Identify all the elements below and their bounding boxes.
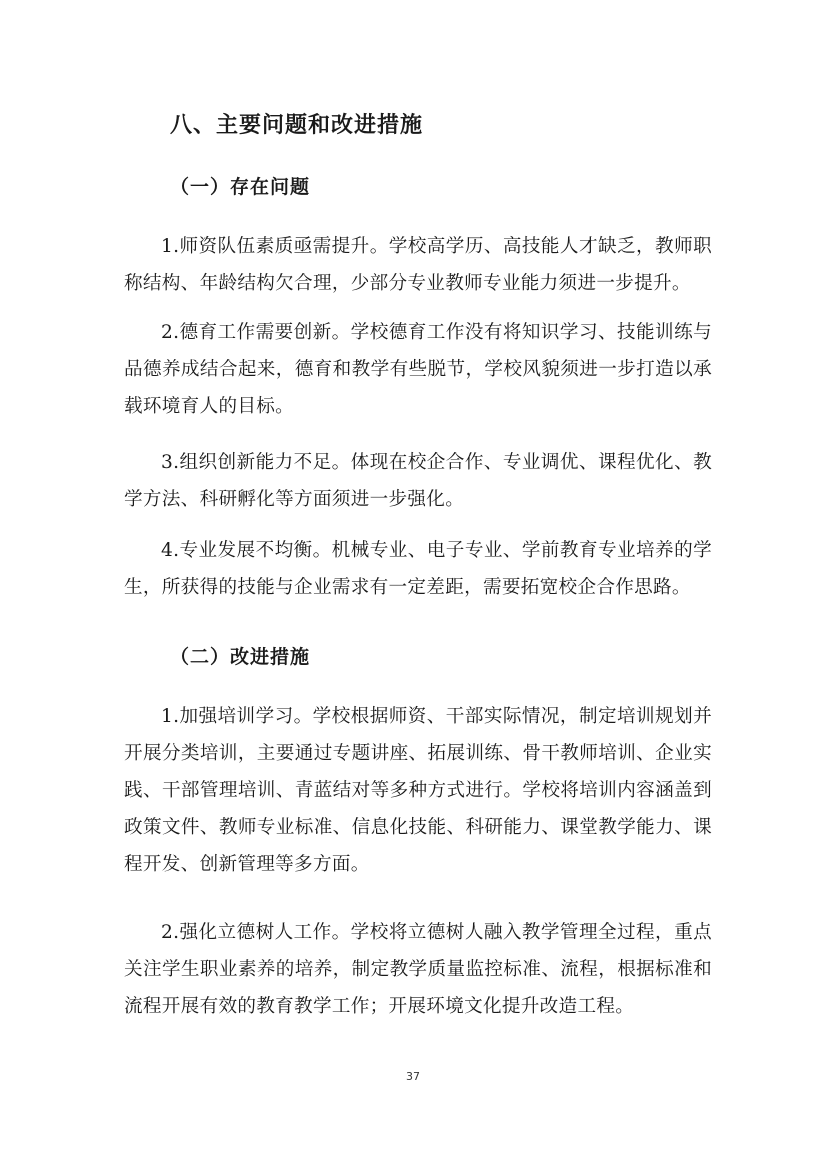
paragraph-line: 称结构、年龄结构欠合理，少部分专业教师专业能力须进一步提升。 — [124, 273, 691, 294]
improvement-paragraph-1 — [124, 698, 712, 883]
paragraph-line: 1.加强培训学习。学校根据师资、干部实际情况，制定培训规划并 — [161, 706, 712, 727]
paragraph-line: 品德养成结合起来，德育和教学有些脱节，学校风貌须进一步打造以承 — [124, 359, 712, 380]
improvement-paragraph-2 — [124, 914, 712, 1025]
paragraph-line: 践、干部管理培训、青蓝结对等多种方式进行。学校将培训内容涵盖到 — [124, 780, 712, 801]
paragraph-line: 载环境育人的目标。 — [124, 396, 295, 417]
paragraph-line: 生，所获得的技能与企业需求有一定差距，需要拓宽校企合作思路。 — [124, 577, 691, 598]
paragraph-line: 程开发、创新管理等多方面。 — [124, 854, 370, 875]
page-number: 37 — [406, 1070, 420, 1083]
subsection-title-improvements: （二）改进措施 — [170, 646, 311, 668]
problem-paragraph-1 — [124, 228, 712, 302]
problem-paragraph-2 — [124, 314, 712, 425]
paragraph-line: 政策文件、教师专业标准、信息化技能、科研能力、课堂教学能力、课 — [124, 817, 712, 838]
paragraph-line: 关注学生职业素养的培养，制定教学质量监控标准、流程，根据标准和 — [124, 959, 712, 980]
paragraph-line: 流程开展有效的教育教学工作；开展环境文化提升改造工程。 — [124, 996, 635, 1017]
problem-paragraph-4 — [124, 532, 712, 606]
paragraph-line: 3.组织创新能力不足。体现在校企合作、专业调优、课程优化、教 — [161, 452, 712, 473]
problem-paragraph-3 — [124, 444, 712, 518]
section-heading: 八、主要问题和改进措施 — [170, 113, 424, 138]
subsection-title-problems: （一）存在问题 — [170, 176, 311, 198]
paragraph-line: 2.强化立德树人工作。学校将立德树人融入教学管理全过程，重点 — [161, 922, 712, 943]
paragraph-line: 4.专业发展不均衡。机械专业、电子专业、学前教育专业培养的学 — [161, 540, 712, 561]
paragraph-line: 1.师资队伍素质亟需提升。学校高学历、高技能人才缺乏，教师职 — [161, 236, 712, 257]
paragraph-line: 开展分类培训，主要通过专题讲座、拓展训练、骨干教师培训、企业实 — [124, 743, 712, 764]
paragraph-line: 学方法、科研孵化等方面须进一步强化。 — [124, 489, 465, 510]
paragraph-line: 2.德育工作需要创新。学校德育工作没有将知识学习、技能训练与 — [161, 322, 712, 343]
